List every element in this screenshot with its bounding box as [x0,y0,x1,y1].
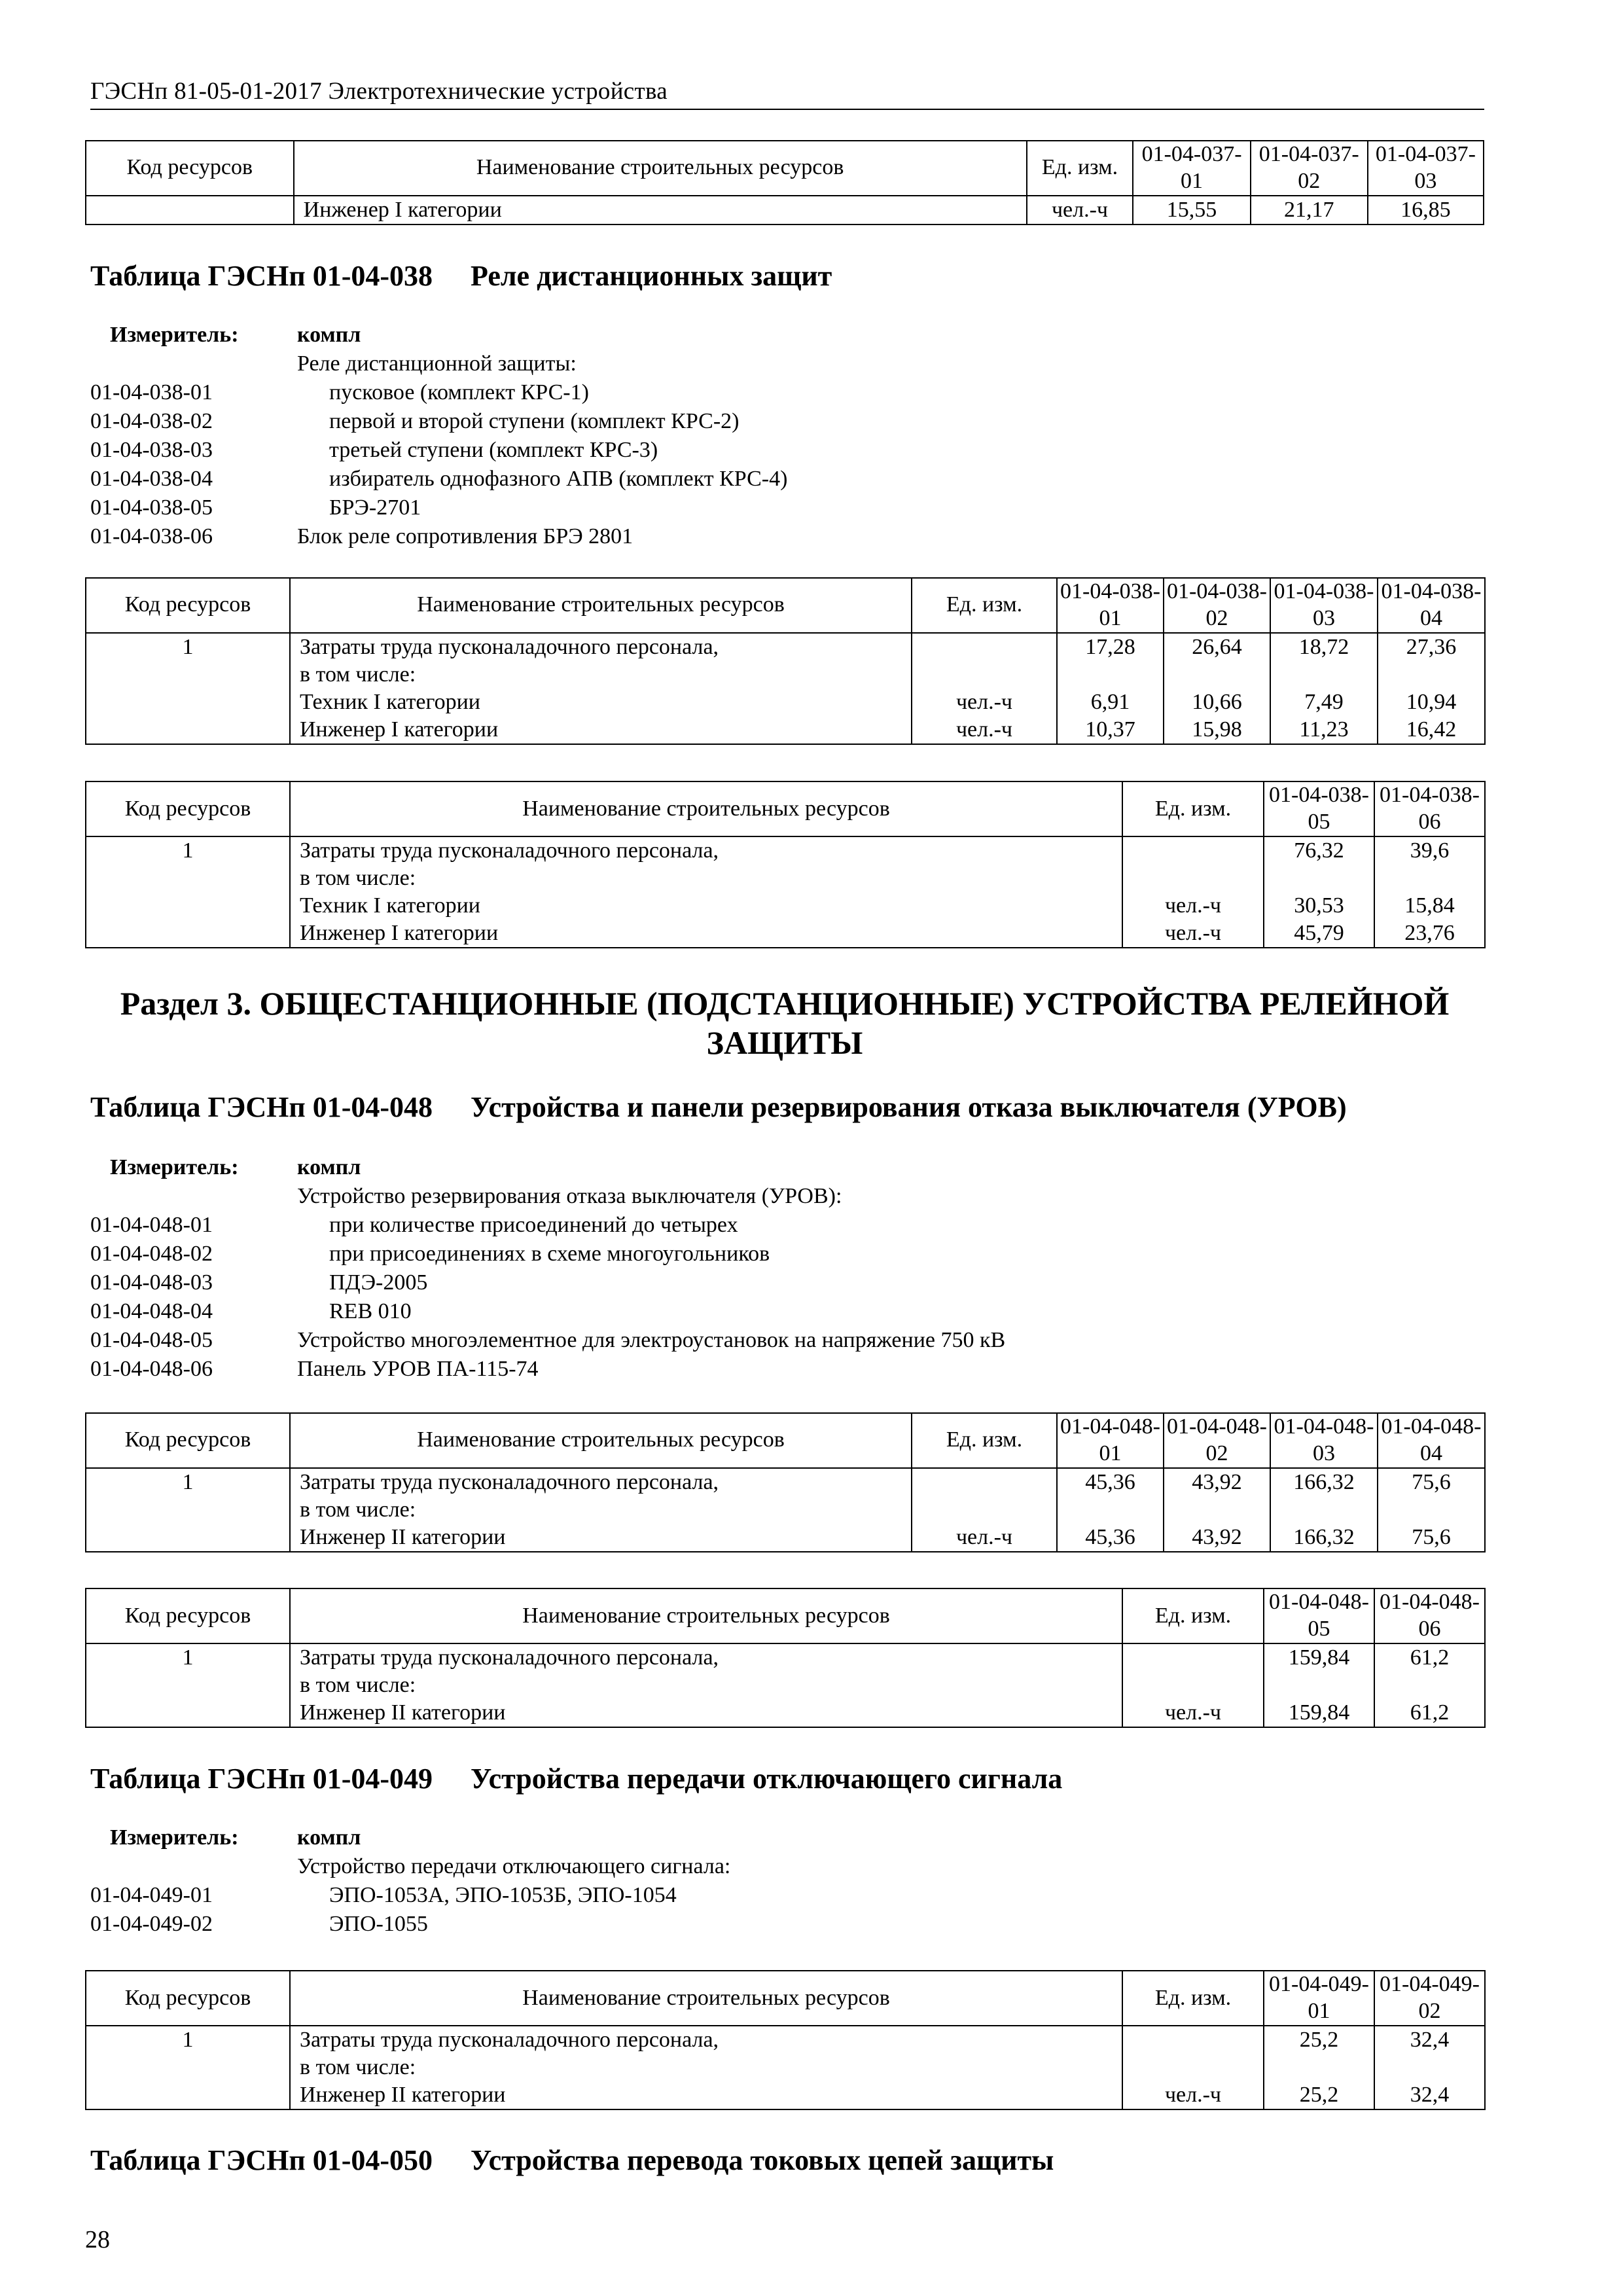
table-row [86,920,1485,948]
table-row [86,1643,1485,1672]
cell-name: Затраты труда пусконаладочного персонала, [290,1468,912,1496]
meter-unit: компл [297,1155,361,1179]
cell-unit [912,1468,1057,1496]
header-name: Наименование строительных ресурсов [294,141,1027,196]
cell-value [1378,661,1485,689]
cell-code [86,1672,290,1699]
cell-code [86,920,290,948]
cell-unit [1122,2054,1264,2081]
table-row [86,865,1485,892]
table-row [86,1496,1485,1524]
cell-value: 16,85 [1368,196,1484,224]
rate-code-label: 01-04-038-05 [1269,783,1369,834]
cell-name: в том числе: [290,865,1122,892]
cell-code [86,661,290,689]
cell-unit [912,661,1057,689]
cell-code [86,1699,290,1727]
cell-code [86,865,290,892]
header-rate-code [1378,578,1485,633]
table-title-name: Реле дистанционных защит [471,260,832,292]
item-text: Устройство передачи отключающего сигнала: [297,1854,731,1878]
table-title-prefix: Таблица ГЭСНп 01-04-048 [90,1091,433,1123]
item-text: Устройство многоэлементное для электроустановок на напряжение 750 кВ [297,1328,1006,1352]
header-unit: Ед. изм. [1122,781,1264,836]
item-text: Панель УРОВ ПА-115-74 [297,1357,539,1381]
header-rate-code [1378,1413,1485,1468]
table-title-prefix: Таблица ГЭСНп 01-04-049 [90,1763,433,1795]
cell-unit: чел.-ч [912,689,1057,716]
header-rate-code [1264,781,1374,836]
header-code: Код ресурсов [86,578,290,633]
item-code: 01-04-038-06 [90,524,213,548]
cell-value: 159,84 [1264,1699,1374,1727]
cell-name: Техник I категории [290,892,1122,920]
cell-value [1374,2054,1485,2081]
item-code: 01-04-038-02 [90,409,213,433]
cell-unit [1122,1672,1264,1699]
cell-value: 15,98 [1164,716,1270,744]
table-title-name: Устройства и панели резервирования отказа выключателя (УРОВ) [471,1091,1347,1123]
item-text: первой и второй ступени (комплект КРС-2) [329,409,740,433]
cell-value: 25,2 [1264,2081,1374,2109]
resource-table-048-a [85,1412,1486,1552]
table-header-row [86,1971,1485,2026]
item-text: Устройство резервирования отказа выключателя (УРОВ): [297,1184,842,1208]
rate-code-label: 01-04-037-02 [1258,142,1359,193]
item-text: ЭПО-1055 [329,1912,428,1936]
header-rate-code [1133,141,1250,196]
item-text: третьей ступени (комплект КРС-3) [329,438,658,462]
cell-value [1057,1496,1164,1524]
table-header-row [86,141,1484,196]
header-rate-code [1270,1413,1378,1468]
header-rate-code [1057,578,1164,633]
cell-value [1164,1496,1270,1524]
header-rate-code [1251,141,1368,196]
cell-value: 43,92 [1164,1524,1270,1552]
item-text: Блок реле сопротивления БРЭ 2801 [297,524,633,548]
rate-code-label: 01-04-038-04 [1381,579,1482,630]
header-rate-code [1374,1971,1485,2026]
header-code: Код ресурсов [86,1413,290,1468]
table-row [86,836,1485,865]
table-row [86,633,1485,661]
cell-value: 11,23 [1270,716,1378,744]
cell-value [1057,661,1164,689]
cell-name: в том числе: [290,661,912,689]
item-text: при количестве присоединений до четырех [329,1213,738,1237]
cell-name: в том числе: [290,1672,1122,1699]
header-code: Код ресурсов [86,1971,290,2026]
cell-unit: чел.-ч [912,1524,1057,1552]
cell-value [1378,1496,1485,1524]
rate-code-label: 01-04-048-05 [1269,1590,1369,1641]
cell-unit: чел.-ч [1027,196,1133,224]
cell-value [1270,1496,1378,1524]
header-name: Наименование строительных ресурсов [290,1413,912,1468]
item-code: 01-04-038-05 [90,495,213,520]
cell-value: 75,6 [1378,1468,1485,1496]
rate-code-label: 01-04-048-01 [1060,1414,1160,1465]
item-text: ПДЭ-2005 [329,1270,428,1295]
header-rate-code [1374,1588,1485,1643]
item-text: Реле дистанционной защиты: [297,351,577,376]
cell-value: 76,32 [1264,836,1374,865]
running-header: ГЭСНп 81-05-01-2017 Электротехнические устройства [90,78,668,105]
cell-unit: чел.-ч [1122,920,1264,948]
header-rate-code [1264,1588,1374,1643]
cell-name: в том числе: [290,2054,1122,2081]
cell-name: Инженер I категории [294,196,1027,224]
table-row [86,1672,1485,1699]
cell-unit [1122,836,1264,865]
cell-unit: чел.-ч [1122,2081,1264,2109]
header-rate-code [1164,1413,1270,1468]
table-row [86,661,1485,689]
table-title-name: Устройства перевода токовых цепей защиты [471,2144,1054,2176]
header-unit: Ед. изм. [1122,1971,1264,2026]
section-heading-line1: Раздел 3. ОБЩЕСТАНЦИОННЫЕ (ПОДСТАНЦИОННЫЕ) УСТРОЙСТВА РЕЛЕЙНОЙ [120,985,1450,1022]
header-name: Наименование строительных ресурсов [290,781,1122,836]
item-code: 01-04-038-01 [90,380,213,404]
item-code: 01-04-048-05 [90,1328,213,1352]
section-heading-line2: ЗАЩИТЫ [706,1024,863,1061]
cell-name: Затраты труда пусконаладочного персонала, [290,633,912,661]
cell-unit: чел.-ч [1122,1699,1264,1727]
header-rate-code [1164,578,1270,633]
header-code: Код ресурсов [86,141,294,196]
table-row [86,1524,1485,1552]
resource-table-049 [85,1970,1486,2110]
rate-code-label: 01-04-048-03 [1274,1414,1374,1465]
resource-table-048-b [85,1588,1486,1728]
cell-value: 159,84 [1264,1643,1374,1672]
table-title-050 [90,2144,1054,2177]
cell-value: 45,79 [1264,920,1374,948]
header-rate-code [1368,141,1484,196]
cell-value: 45,36 [1057,1524,1164,1552]
cell-value: 30,53 [1264,892,1374,920]
rate-code-label: 01-04-038-03 [1274,579,1374,630]
table-title-048 [90,1090,1347,1124]
header-rate-code [1264,1971,1374,2026]
cell-value [1264,2054,1374,2081]
header-rate-code [1057,1413,1164,1468]
rate-code-label: 01-04-037-03 [1375,142,1476,193]
rate-code-label: 01-04-037-01 [1141,142,1242,193]
cell-name: Техник I категории [290,689,912,716]
item-code: 01-04-038-04 [90,467,213,491]
table-header-row [86,578,1485,633]
cell-value: 16,42 [1378,716,1485,744]
page-number: 28 [85,2226,110,2253]
table-row [86,1468,1485,1496]
cell-value: 75,6 [1378,1524,1485,1552]
cell-value: 17,28 [1057,633,1164,661]
item-code: 01-04-049-02 [90,1912,213,1936]
cell-value: 15,55 [1133,196,1250,224]
cell-value: 23,76 [1374,920,1485,948]
rate-code-label: 01-04-038-02 [1167,579,1267,630]
cell-value [1374,865,1485,892]
cell-unit [912,1496,1057,1524]
rate-code-label: 01-04-049-02 [1380,1972,1480,2023]
cell-value: 27,36 [1378,633,1485,661]
table-header-row [86,781,1485,836]
rate-code-label: 01-04-038-06 [1380,783,1480,834]
meter-unit: компл [297,323,361,347]
cell-value: 25,2 [1264,2026,1374,2054]
cell-value: 166,32 [1270,1468,1378,1496]
header-unit: Ед. изм. [1122,1588,1264,1643]
header-unit: Ед. изм. [912,1413,1057,1468]
table-row [86,1699,1485,1727]
cell-code: 1 [86,1643,290,1672]
table-row [86,2081,1485,2109]
meter-label: Измеритель: [110,323,239,347]
cell-value: 39,6 [1374,836,1485,865]
cell-code: 1 [86,2026,290,2054]
cell-code [86,892,290,920]
cell-value [1264,865,1374,892]
item-code: 01-04-048-06 [90,1357,213,1381]
header-rate-code [1374,781,1485,836]
cell-value: 45,36 [1057,1468,1164,1496]
item-text: пусковое (комплект КРС-1) [329,380,589,404]
item-code: 01-04-049-01 [90,1883,213,1907]
header-rate-code [1270,578,1378,633]
cell-value [1164,661,1270,689]
table-row [86,2026,1485,2054]
meter-unit: компл [297,1825,361,1850]
table-title-038 [90,259,832,293]
table-header-row [86,1413,1485,1468]
cell-code [86,1496,290,1524]
table-row [86,716,1485,744]
cell-value: 10,94 [1378,689,1485,716]
cell-value: 61,2 [1374,1699,1485,1727]
cell-name: Инженер II категории [290,2081,1122,2109]
item-code: 01-04-048-01 [90,1213,213,1237]
cell-unit [1122,2026,1264,2054]
cell-value: 18,72 [1270,633,1378,661]
cell-code: 1 [86,633,290,661]
cell-code [86,716,290,744]
cell-value: 15,84 [1374,892,1485,920]
cell-value [1264,1672,1374,1699]
rate-code-label: 01-04-048-02 [1167,1414,1267,1465]
header-code: Код ресурсов [86,1588,290,1643]
cell-unit [912,633,1057,661]
table-row [86,892,1485,920]
cell-name: Инженер II категории [290,1699,1122,1727]
cell-value [1374,1672,1485,1699]
cell-code [86,2054,290,2081]
item-code: 01-04-048-02 [90,1242,213,1266]
cell-unit: чел.-ч [1122,892,1264,920]
rate-code-label: 01-04-038-01 [1060,579,1160,630]
item-text: БРЭ-2701 [329,495,421,520]
cell-unit [1122,865,1264,892]
table-title-name: Устройства передачи отключающего сигнала [471,1763,1063,1795]
cell-name: Инженер I категории [290,716,912,744]
cell-name: Инженер I категории [290,920,1122,948]
header-unit: Ед. изм. [912,578,1057,633]
cell-value: 6,91 [1057,689,1164,716]
cell-name: в том числе: [290,1496,912,1524]
header-name: Наименование строительных ресурсов [290,1971,1122,2026]
table-header-row [86,1588,1485,1643]
cell-name: Затраты труда пусконаладочного персонала, [290,2026,1122,2054]
resource-table-038-a [85,577,1486,745]
header-name: Наименование строительных ресурсов [290,578,912,633]
table-title-prefix: Таблица ГЭСНп 01-04-050 [90,2144,433,2176]
table-row [86,2054,1485,2081]
item-text: ЭПО-1053А, ЭПО-1053Б, ЭПО-1054 [329,1883,677,1907]
item-text: REB 010 [329,1299,412,1323]
cell-code [86,196,294,224]
cell-value: 10,66 [1164,689,1270,716]
cell-code: 1 [86,1468,290,1496]
meter-label: Измеритель: [110,1155,239,1179]
table-title-049 [90,1762,1062,1795]
cell-code [86,2081,290,2109]
header-name: Наименование строительных ресурсов [290,1588,1122,1643]
table-row [86,196,1484,224]
cell-name: Инженер II категории [290,1524,912,1552]
cell-code [86,689,290,716]
item-code: 01-04-048-04 [90,1299,213,1323]
cell-value: 166,32 [1270,1524,1378,1552]
meter-label: Измеритель: [110,1825,239,1850]
cell-code: 1 [86,836,290,865]
cell-value: 61,2 [1374,1643,1485,1672]
cell-code [86,1524,290,1552]
cell-unit: чел.-ч [912,716,1057,744]
cell-value: 10,37 [1057,716,1164,744]
item-text: при присоединениях в схеме многоугольников [329,1242,770,1266]
table-row [86,689,1485,716]
rate-code-label: 01-04-048-06 [1380,1590,1480,1641]
resource-table-038-b [85,781,1486,948]
cell-value: 7,49 [1270,689,1378,716]
header-code: Код ресурсов [86,781,290,836]
rate-code-label: 01-04-049-01 [1269,1972,1369,2023]
header-unit: Ед. изм. [1027,141,1133,196]
cell-name: Затраты труда пусконаладочного персонала, [290,836,1122,865]
header-rule [90,109,1484,110]
cell-name: Затраты труда пусконаладочного персонала, [290,1643,1122,1672]
resource-table-037 [85,140,1484,225]
cell-value: 43,92 [1164,1468,1270,1496]
cell-value: 21,17 [1251,196,1368,224]
table-title-prefix: Таблица ГЭСНп 01-04-038 [90,260,433,292]
cell-unit [1122,1643,1264,1672]
item-code: 01-04-038-03 [90,438,213,462]
cell-value: 26,64 [1164,633,1270,661]
cell-value: 32,4 [1374,2081,1485,2109]
cell-value [1270,661,1378,689]
item-text: избиратель однофазного АПВ (комплект КРС-4) [329,467,788,491]
cell-value: 32,4 [1374,2026,1485,2054]
item-code: 01-04-048-03 [90,1270,213,1295]
section-heading [85,984,1484,1062]
rate-code-label: 01-04-048-04 [1381,1414,1482,1465]
